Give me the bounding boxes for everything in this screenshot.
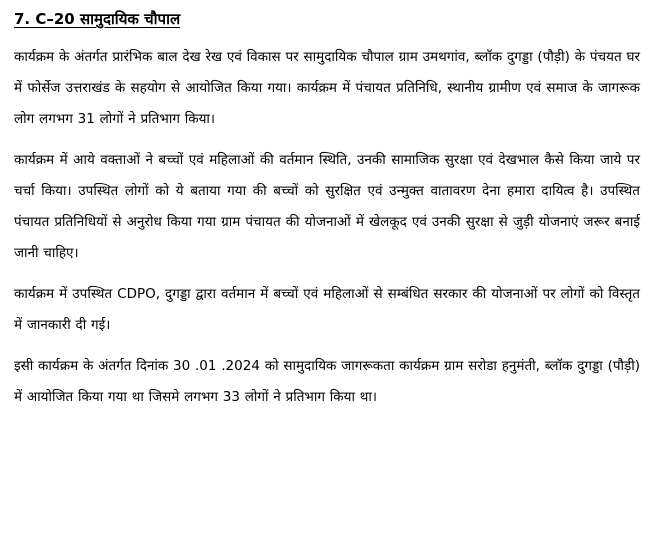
paragraph-cdpo-information: कार्यक्रम में उपस्थित CDPO, दुगड्डा द्वारा वर्तमान में बच्चों एवं महिलाओं से सम्बंधित सरकार की योजनाओं पर लोगों को विस्तृत में जानकारी दी गई। — [14, 286, 640, 333]
section-heading: 7. C–20 सामुदायिक चौपाल — [14, 10, 181, 28]
paragraph-chaupal-details: कार्यक्रम के अंतर्गत प्रारंभिक बाल देख रेख एवं विकास पर सामुदायिक चौपाल ग्राम उमथगांव, ब्लॉक दुगड्डा (पौड़ी) के पंचयत घर में फोर्सेज उत्तराखंड के सहयोग से आयोजित किया गया। कार्यक्रम में पंचायत प्रतिनिधि, स्थानीय ग्रामीण एवं समाज के जागरूक लोग लगभग 31 लोगों ने प्रतिभाग किया। — [14, 49, 640, 127]
paragraph-discussion: कार्यक्रम में आये वक्ताओं ने बच्चों एवं महिलाओं की वर्तमान स्थिति, उनकी सामाजिक सुरक्षा एवं देखभाल कैसे किया जाये पर चर्चा किया। उपस्थित लोगों को ये बताया गया की बच्चों को सुरक्षित एवं उन्मुक्त वातावरण देना हमारा दायित्व है। उपस्थित पंचायत प्रतिनिधियों से अनुरोध किया गया ग्राम पंचायत की योजनाओं में खेलकूद एवं उनकी सुरक्षा से जुड़ी योजनाएं जरूर बनाई जानी चाहिए। — [14, 152, 640, 261]
paragraph-awareness-program: इसी कार्यक्रम के अंतर्गत दिनांक 30 .01 .2024 को सामुदायिक जागरूकता कार्यक्रम ग्राम सरोडा हनुमंती, ब्लॉक दुगड्डा (पौड़ी) में आयोजित किया गया था जिसमे लगभग 33 लोगों ने प्रतिभाग किया था। — [14, 358, 641, 405]
